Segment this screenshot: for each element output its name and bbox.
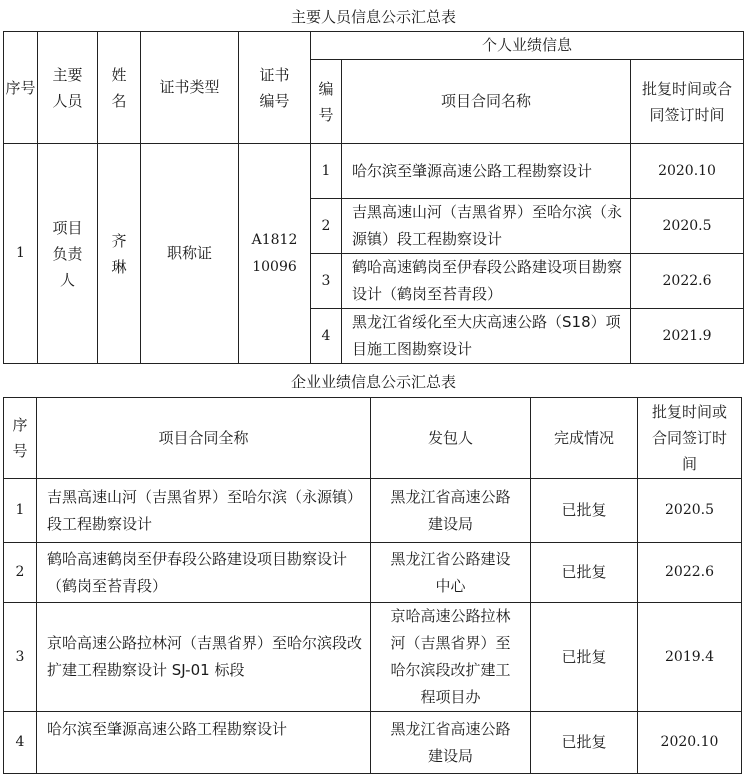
header-cert-no: 证书编号: [239, 32, 311, 144]
row-status: 已批复: [531, 479, 638, 543]
person-name: 齐琳: [98, 144, 141, 364]
header-seq: 序号: [4, 32, 38, 144]
personnel-table-title: 主要人员信息公示汇总表: [290, 8, 456, 26]
header-key-person: 主要人员: [38, 32, 98, 144]
project-name: 黑龙江省绥化至大庆高速公路（S18）项目施工图勘察设计: [342, 309, 631, 364]
company-row: [4, 479, 742, 543]
row-date: 2020.10: [638, 712, 742, 774]
row-date: 2020.5: [638, 479, 742, 543]
company-row: [4, 543, 742, 603]
header-client: 发包人: [371, 398, 531, 479]
personnel-project-row: [4, 144, 744, 199]
company-row: [4, 712, 742, 774]
header-proj-no: 编号: [311, 60, 342, 144]
person-cert-no: A181210096: [239, 144, 311, 364]
header-date: 批复时间或合同签订时间: [631, 60, 744, 144]
header-date: 批复时间或合同签订时间: [638, 398, 742, 479]
row-contract-name: 吉黑高速山河（吉黑省界）至哈尔滨（永源镇）段工程勘察设计: [37, 479, 371, 543]
row-seq: 4: [4, 712, 37, 774]
project-date: 2021.9: [631, 309, 744, 364]
person-seq: 1: [4, 144, 38, 364]
project-date: 2020.10: [631, 144, 744, 199]
project-name: 哈尔滨至肇源高速公路工程勘察设计: [342, 144, 631, 199]
company-table: [3, 397, 742, 774]
row-client: 京哈高速公路拉林河（吉黑省界）至哈尔滨段改扩建工程项目办: [371, 603, 531, 712]
header-personal-performance: 个人业绩信息: [311, 32, 744, 60]
row-date: 2022.6: [638, 543, 742, 603]
row-seq: 1: [4, 479, 37, 543]
row-contract-name: 哈尔滨至肇源高速公路工程勘察设计: [37, 712, 371, 774]
row-contract-name: 京哈高速公路拉林河（吉黑省界）至哈尔滨段改扩建工程勘察设计 SJ-01 标段: [37, 603, 371, 712]
header-status: 完成情况: [531, 398, 638, 479]
header-seq: 序号: [4, 398, 37, 479]
row-client: 黑龙江省高速公路建设局: [371, 479, 531, 543]
row-status: 已批复: [531, 543, 638, 603]
row-client: 黑龙江省公路建设中心: [371, 543, 531, 603]
row-status: 已批复: [531, 712, 638, 774]
row-seq: 2: [4, 543, 37, 603]
row-date: 2019.4: [638, 603, 742, 712]
row-seq: 3: [4, 603, 37, 712]
project-no: 2: [311, 199, 342, 254]
project-no: 3: [311, 254, 342, 309]
personnel-table: [3, 31, 744, 364]
person-cert-type: 职称证: [141, 144, 239, 364]
header-proj-name: 项目合同名称: [342, 60, 631, 144]
project-date: 2020.5: [631, 199, 744, 254]
company-row: [4, 603, 742, 712]
project-date: 2022.6: [631, 254, 744, 309]
row-status: 已批复: [531, 603, 638, 712]
row-client: 黑龙江省高速公路建设局: [371, 712, 531, 774]
project-no: 4: [311, 309, 342, 364]
project-name: 吉黑高速山河（吉黑省界）至哈尔滨（永源镇）段工程勘察设计: [342, 199, 631, 254]
project-name: 鹤哈高速鹤岗至伊春段公路建设项目勘察设计（鹤岗至苔青段）: [342, 254, 631, 309]
header-contract-name: 项目合同全称: [37, 398, 371, 479]
row-contract-name: 鹤哈高速鹤岗至伊春段公路建设项目勘察设计（鹤岗至苔青段）: [37, 543, 371, 603]
person-role: 项目负责人: [38, 144, 98, 364]
header-cert-type: 证书类型: [141, 32, 239, 144]
header-name: 姓名: [98, 32, 141, 144]
company-table-title: 企业业绩信息公示汇总表: [290, 373, 456, 391]
project-no: 1: [311, 144, 342, 199]
